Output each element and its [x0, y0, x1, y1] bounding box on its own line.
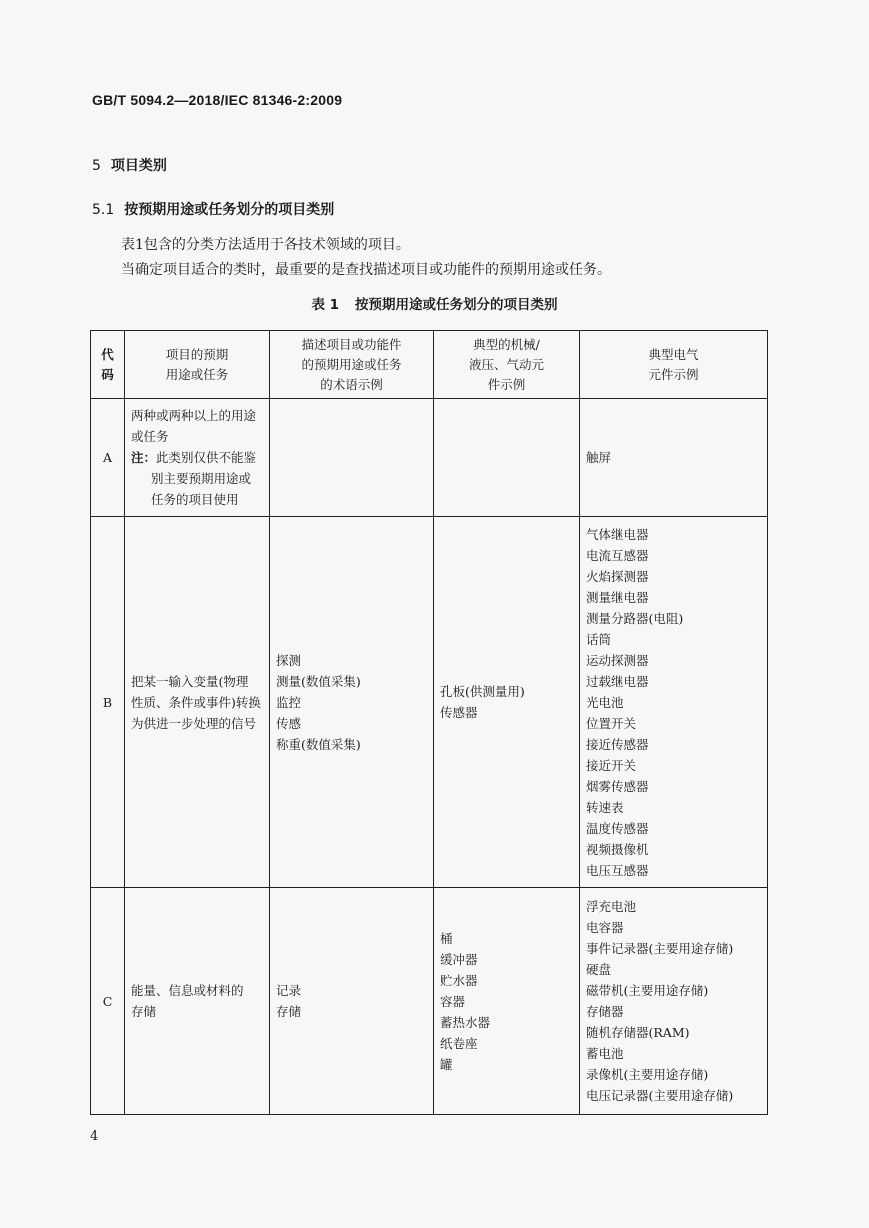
cell-line: 传感: [276, 715, 302, 731]
header-mech: [434, 331, 580, 399]
cell-line: 蓄电池: [586, 1046, 624, 1061]
header-elec: [580, 331, 768, 399]
header-line: 典型电气: [648, 346, 699, 362]
cell-line: 触屏: [586, 450, 612, 465]
header-code: 代码: [91, 331, 125, 399]
cell-line: 浮充电池: [586, 899, 637, 914]
section-number: 5: [92, 158, 101, 174]
paragraph: 表1包含的分类方法适用于各技术领域的项目。: [121, 237, 410, 253]
cell-line: 电压互感器: [586, 862, 649, 878]
cell-line: 话筒: [586, 631, 612, 647]
cell-line: 位置开关: [586, 715, 637, 731]
cell-line: 气体继电器: [586, 526, 649, 542]
cell-line: 转速表: [586, 799, 624, 815]
terms-cell: [270, 399, 434, 517]
cell-line: 硬盘: [586, 962, 612, 977]
cell-line: 传感器: [440, 705, 478, 720]
header-line: 的术语示例: [320, 376, 383, 392]
cell-line: 随机存储器(RAM): [586, 1025, 690, 1040]
cell-line: 能量、信息或材料的: [131, 983, 244, 998]
mech-cell: [434, 888, 580, 1115]
section-5-heading: [92, 155, 167, 175]
cell-line: 烟雾传感器: [586, 778, 649, 794]
table-row: [91, 517, 768, 888]
table-label: 表 1: [311, 297, 340, 313]
cell-line: 贮水器: [440, 972, 478, 988]
header-terms: [270, 331, 434, 399]
table-row: [91, 399, 768, 517]
elec-cell: [580, 888, 768, 1115]
note-line: [131, 447, 263, 468]
cell-line: 温度传感器: [586, 820, 649, 836]
cell-line: 监控: [276, 694, 302, 710]
cell-line: 为供进一步处理的信号: [131, 715, 257, 731]
cell-line: 探测: [276, 652, 302, 668]
cell-line: 测量继电器: [586, 589, 649, 605]
purpose-cell: [125, 399, 270, 517]
cell-line: 录像机(主要用途存储): [586, 1067, 709, 1082]
section-title: 项目类别: [110, 158, 167, 174]
cell-line: 过载继电器: [586, 673, 649, 689]
cell-line: 电流互感器: [586, 547, 649, 563]
cell-line: 运动探测器: [586, 652, 649, 668]
code-cell: C: [91, 888, 125, 1115]
header-line: 液压、气动元: [468, 356, 544, 372]
cell-line: 称重(数值采集): [276, 736, 361, 752]
cell-line: 纸卷座: [440, 1035, 478, 1051]
purpose-cell: [125, 888, 270, 1115]
cell-line: 视频摄像机: [586, 841, 649, 857]
cell-line: 记录: [276, 983, 302, 998]
code-cell: B: [91, 517, 125, 888]
cell-line: 接近传感器: [586, 736, 649, 752]
mech-cell: [434, 399, 580, 517]
cell-line: 光电池: [586, 694, 624, 710]
cell-line: 事件记录器(主要用途存储): [586, 941, 734, 956]
mech-cell: [434, 517, 580, 888]
paragraph: 当确定项目适合的类时，最重要的是查找描述项目或功能件的预期用途或任务。: [121, 262, 611, 278]
page-number: 4: [90, 1129, 99, 1144]
terms-cell: [270, 888, 434, 1115]
cell-line: 孔板(供测量用): [440, 684, 525, 699]
header-line: 用途或任务: [165, 366, 229, 382]
cell-line: 接近开关: [586, 757, 637, 773]
note-text: 别主要预期用途或: [151, 471, 252, 486]
item-class-table: [90, 330, 768, 1115]
table-title: 按预期用途或任务划分的项目类别: [355, 297, 558, 313]
header-line: 件示例: [487, 376, 526, 392]
section-title: 按预期用途或任务划分的项目类别: [124, 202, 335, 218]
code-cell: A: [91, 399, 125, 517]
cell-line: 测量分路器(电阻): [586, 610, 684, 626]
cell-line: 性质、条件或事件)转换: [131, 694, 261, 710]
cell-line: 罐: [440, 1056, 453, 1072]
cell-line: 或任务: [131, 429, 169, 444]
header-line: 的预期用途或任务: [301, 356, 402, 372]
elec-cell: [580, 517, 768, 888]
cell-line: 电容器: [586, 920, 624, 935]
cell-line: 容器: [440, 993, 466, 1009]
cell-line: 缓冲器: [440, 951, 478, 967]
cell-line: 磁带机(主要用途存储): [586, 983, 709, 998]
cell-line: 存储: [131, 1004, 157, 1019]
table-header-row: [91, 331, 768, 399]
section-5-1-heading: [92, 199, 334, 219]
cell-line: 火焰探测器: [586, 568, 649, 584]
header-line: 描述项目或功能件: [301, 336, 402, 352]
cell-line: 把某一输入变量(物理: [131, 673, 249, 689]
standard-code: GB/T 5094.2—2018/IEC 81346-2:2009: [92, 92, 343, 108]
header-purpose: [125, 331, 270, 399]
purpose-cell: [125, 517, 270, 888]
elec-cell: [580, 399, 768, 517]
cell-line: 两种或两种以上的用途: [131, 408, 257, 423]
cell-line: 存储: [276, 1004, 302, 1019]
note-text: 此类别仅供不能鉴: [156, 450, 257, 465]
cell-line: 桶: [440, 930, 453, 946]
section-number: 5.1: [92, 202, 115, 218]
header-line: 项目的预期: [165, 346, 229, 362]
cell-line: 电压记录器(主要用途存储): [586, 1088, 734, 1103]
table-caption: [0, 293, 869, 313]
cell-line: 测量(数值采集): [276, 673, 361, 689]
note-text: 任务的项目使用: [151, 492, 239, 507]
cell-line: 蓄热水器: [440, 1014, 491, 1030]
table-row: [91, 888, 768, 1115]
cell-line: 存储器: [586, 1004, 624, 1019]
terms-cell: [270, 517, 434, 888]
header-line: 元件示例: [648, 366, 699, 382]
note-label: 注：: [131, 450, 157, 465]
header-line: 典型的机械/: [473, 336, 540, 352]
